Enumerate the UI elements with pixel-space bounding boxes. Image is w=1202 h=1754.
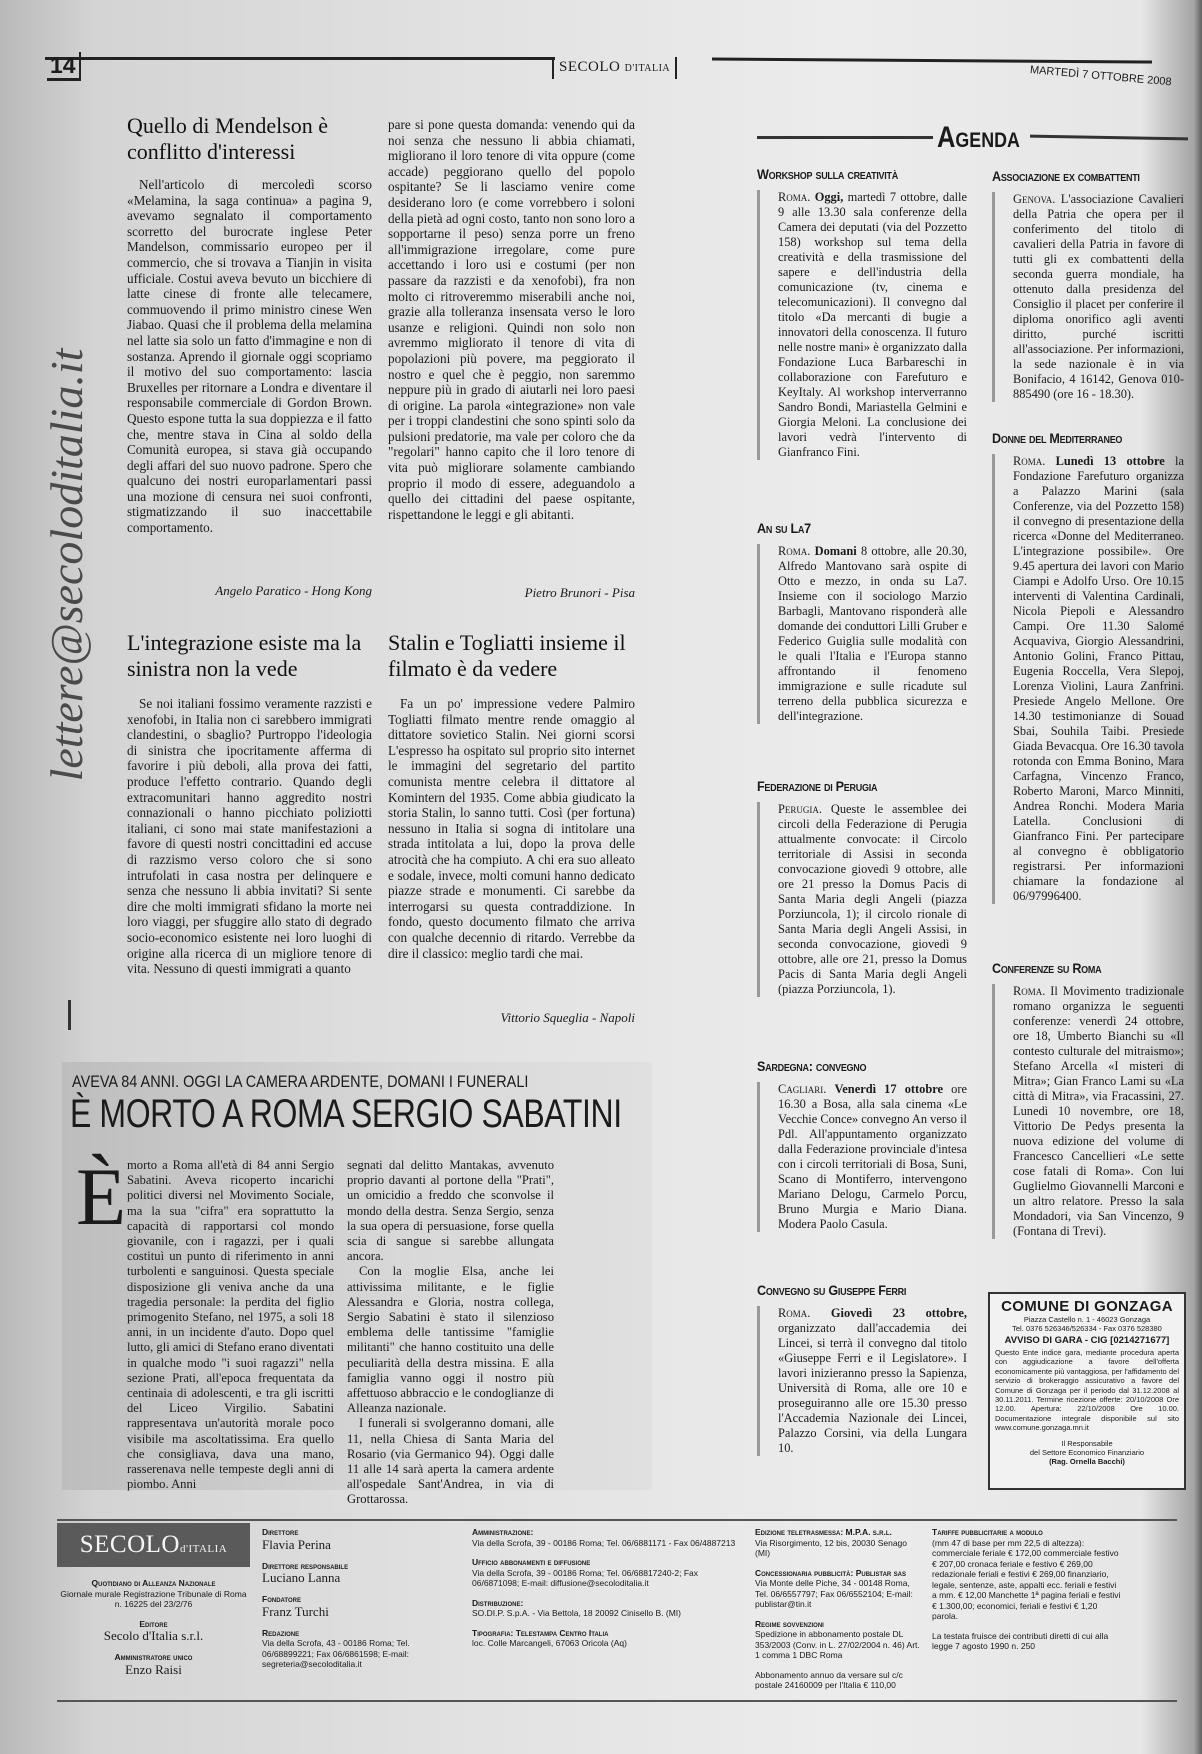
agenda-item-text: L'associazione Cavalieri della Patria che opera per il conferimento del titolo di cavalieri della Patria in favore di tutti gli ex combattenti della seconda guerra mondiale, ha ottenuto dalla presidenza del Consiglio il placet per conferire il diploma onorifico agli aventi diritto, purché iscritti all'associazione. Per informazioni, la sede nazionale è in via Bonifacio, 4 16142, Genova 010-885490 (ore 16 - 18.30). xyxy=(1013,192,1184,401)
footer-label: Amministrazione: xyxy=(472,1527,534,1537)
letter-title: Quello di Mendelson è conflitto d'interessi xyxy=(127,113,329,164)
agenda-item-title: Federazione di Perugia xyxy=(757,778,878,794)
agenda-item-title: Donne del Mediterraneo xyxy=(992,430,1123,446)
letter-paragraph: pare si pone questa domanda: venendo qui da noi senza che nessuno li abbia chiamati, migliorano il loro tenore di vita oppure (come accade) peggiorano quello del popolo ospitante? Se li lasciamo venire come desiderano loro (e come vorrebbero i soloni della pietà ad ogni costo, tanto non sono loro a sopportarne il peso) senza porre un freno all'immigrazione irregolare, come pure accettando i loro usi e costumi (per non passare da razzisti e da xenofobi), fra non molto ci ritroveremmo miserabili anche noi, grazie alla tolleranza insensata verso le loro usanze e religioni. Quindi non solo non avremmo migliorato il tenore di vita di popolazioni più povere, ma peggiorato il nostro e quel che è peggio, non saremmo neppure più in grado di aiutarli nei loro paesi di origine. La parola «integrazione» non vale per i troppi clandestini che sono spinti solo da pulsioni predatorie, ma vale per coloro che da "regolari" hanno capito che il loro tenore di vita può migliorare solamente cambiando proprio il modo di essere, adeguandolo a quello dei cittadini del paese ospitante, rispettandone le leggi e gli abitanti. xyxy=(388,117,635,522)
footer-label: Ufficio abbonamenti e diffusione xyxy=(472,1557,591,1567)
footer-rule-top xyxy=(57,1519,1177,1521)
agenda-item-title: Conferenze su Roma xyxy=(992,960,1102,976)
agenda-item xyxy=(757,778,967,997)
footer-col-3 xyxy=(472,1527,742,1649)
agenda-item-place: Roma. xyxy=(1013,454,1046,468)
ad-sign-1: Il Responsabile xyxy=(1061,1438,1113,1448)
letter-4 xyxy=(388,630,635,1026)
footer-value: Franz Turchi xyxy=(262,1603,329,1619)
obituary-box xyxy=(62,1062,652,1507)
agenda-item-body xyxy=(757,802,967,997)
agenda-item-body xyxy=(992,984,1184,1239)
agenda-item-place: Roma. xyxy=(778,1306,811,1320)
footer-label: Redazione xyxy=(262,1627,300,1638)
issue-date: MARTEDÌ 7 OTTOBRE 2008 xyxy=(1029,64,1173,89)
agenda-item-lead: Oggi, xyxy=(814,190,844,204)
agenda-item-lead: Lunedì 13 ottobre xyxy=(1055,454,1165,468)
footer-about: Quotidiano di Alleanza Nazionale xyxy=(91,1578,216,1588)
letter-title: L'integrazione esiste ma la sinistra non la vede xyxy=(127,630,362,681)
footer-label: Fondatore xyxy=(262,1594,301,1604)
header-rule-left xyxy=(45,57,555,60)
footer-label: Direttore xyxy=(262,1527,299,1537)
letter-paragraph: Fa un po' impressione vedere Palmiro Togliatti filmato mentre rende omaggio al dittatore sovietico Stalin. Nei giorni scorsi L'espresso ha ospitato sul proprio sito internet le immagini del segretario del partito comunista mentre celebra il dittatore al Komintern del 1935. Come abbia giudicato la storia Stalin, lo sanno tutti. Così (per fortuna) nessuno in Italia si sogna di intitolare una strada intitolata a lui, dopo la prova delle atrocità che ha compiuto. A chi era suo alleato e sodale, invece, molti comuni hanno dedicato piazze strade e monumenti. Ci sarebbe da interrogarsi su questa contraddizione. In fondo, questo documento filmato che arriva con qualche decennio di ritardo. Verrebbe da dire il classico: meglio tardi che mai. xyxy=(388,696,635,961)
footer-col-1 xyxy=(57,1578,250,1677)
footer-label: Regime sovvenzioni xyxy=(755,1618,824,1629)
agenda-rule-left xyxy=(757,136,933,139)
letter-body xyxy=(127,177,372,583)
footer-value: Via della Scrofa, 43 - 00186 Roma; Tel. 06/68899221; Fax 06/6861598; E-mail: segreteria@secoloditalia.it xyxy=(262,1638,410,1669)
footer-value: Spedizione in abbonamento postale DL 353/2003 (Conv. in L. 27/02/2004 n. 46) Art. 1 comma 1 DBC Roma xyxy=(755,1629,920,1660)
agenda-item-body xyxy=(992,454,1184,904)
letter-1 xyxy=(127,113,372,599)
agenda-item-text: la Fondazione Farefuturo organizza a Palazzo Marini (sala Conferenze, via del Pozzetto 158) il convegno di presentazione della ricerca «Donne del Mediterraneo. L'integrazione possibile». Ore 9.45 apertura dei lavori con Mario Ciampi e Adolfo Urso. Ore 10.15 interventi di Valentina Cardinali, Nicola Piepoli e Alessandro Campi. Ore 11.30 Salomé Acquaviva, Giorgio Alessandrini, Antonio Golini, Franco Pittau, Eugenia Roccella, Vera Slepoj, Lorenza Violini, Laura Zanfrini. Presiede Angelo Mellone. Ore 14.30 testimonianze di Souad Sbai, Souhila Taibi. Presiede Giada Bevacqua. Ore 16.30 tavola rotonda con Emma Bonino, Mara Carfagna, Vincenzo Franco, Roberto Maroni, Marco Minniti, Andrea Ronchi. Modera Maria Latella. Conclusioni di Gianfranco Fini. Per partecipare al convegno è obbligatorio registrarsi. Per informazioni chiamare la fondazione al 06/97996400. xyxy=(1013,454,1184,903)
masthead-name: SECOLO xyxy=(559,59,621,75)
agenda-title-text: Agenda xyxy=(937,121,1020,154)
letter-body xyxy=(127,696,372,1026)
letter-body xyxy=(388,696,635,1010)
footer-value: La testata fruisce dei contributi diretti di cui alla legge 7 agosto 1990 n. 250 xyxy=(932,1630,1109,1651)
footer-value: loc. Colle Marcangeli, 67063 Oricola (Aq) xyxy=(472,1638,627,1648)
letter-paragraph: Nell'articolo di mercoledì scorso «Melamina, la saga continua» a pagina 9, avevamo segnalato il comportamento scorretto del burocrate inglese Peter Mandelson, commissario europeo per il commercio, che si trovava a Tianjin in visita ufficiale. Costui aveva bevuto un bicchiere di latte cinese di fronte alle telecamere, commuovendo il primo ministro cinese Wen Jiabao. Quasi che il problema della melamina nel latte sia solo un fatto d'immagine e non di sostanza. Aprendo il giornale oggi scopriamo il motivo del suo comportamento: lascia Bruxelles per ritornare a Londra e diventare il responsabile commerciale di Gordon Brown. Questo espone tutta la sua doppiezza e il fatto che, mentre stava in Cina al soldo della Comunità europea, si stava già occupando degli affari del suo nuovo padrone. Spero che qualcuno dei nostri europarlamentari passi una mozione di censura nei suoi confronti, stigmatizzando il suo inaccettabile comportamento. xyxy=(127,177,372,536)
footer-value: SO.DI.P. S.p.A. - Via Bettola, 18 20092 Cinisello B. (MI) xyxy=(472,1608,681,1618)
footer-rule-bottom xyxy=(57,1700,1177,1702)
agenda-item-title: Workshop sulla creatività xyxy=(757,166,898,182)
footer-label: Amministratore unico xyxy=(114,1652,193,1662)
agenda-item xyxy=(992,960,1184,1239)
header-rule-right xyxy=(712,57,1152,63)
footer-label: Concessionaria pubblicità: Publistar sas xyxy=(755,1567,906,1578)
gonzaga-ad xyxy=(988,1292,1186,1490)
agenda-item xyxy=(757,520,967,724)
letter-signature: Pietro Brunori - Pisa xyxy=(524,585,635,600)
agenda-item-place: Roma. xyxy=(1013,984,1046,998)
logo-small: d'ITALIA xyxy=(179,1543,228,1555)
footer-value: Secolo d'Italia s.r.l. xyxy=(103,1628,204,1643)
agenda-item xyxy=(757,1282,967,1456)
footer-label: Direttore responsabile xyxy=(262,1560,349,1571)
agenda-item-place: Roma. xyxy=(778,190,811,204)
agenda-item xyxy=(992,430,1184,904)
agenda-item-place: Roma. xyxy=(778,544,811,558)
footer-label: Tariffe pubblicitarie a modulo xyxy=(932,1527,1043,1537)
masthead-small: D'ITALIA xyxy=(624,63,671,74)
letter-body xyxy=(388,117,635,585)
obituary-kicker: AVEVA 84 ANNI. OGGI LA CAMERA ARDENTE, DOMANI I FUNERALI xyxy=(72,1072,529,1091)
agenda-item-lead: Domani xyxy=(814,544,857,558)
agenda-item-text: martedì 7 ottobre, dalle 9 alle 13.30 sala conferenze della Camera dei deputati (via del Pozzetto 158) workshop sul tema della creatività e della trasmissione del sapere e dell'industria della comunicazione (tv, cinema e telecomunicazioni). Il convegno dal titolo «Da mercanti di bugie a innovatori della conoscenza. Il futuro nelle nostre mani» è organizzato dalla Fondazione Luca Barbareschi in collaborazione con Farefuturo e KeyItaly. Al workshop interverranno Sandro Bondi, Mariastella Gelmini e Giorgia Meloni. La conclusione dei lavori vedrà l'intervento di Gianfranco Fini. xyxy=(778,190,967,459)
obituary-paragraph: Con la moglie Elsa, anche lei attivissima militante, e le figlie Alessandra e Gloria, nostra collega, Sergio Sabatini è stato il silenzioso emblema delle tantissime "famiglie militanti" che hanno costituito una delle peculiarità della destra missina. E alla famiglia vanno oggi il nostro più affettuoso abbraccio e le condoglianze di Alleanza nazionale. xyxy=(347,1264,554,1416)
agenda-item-title: Convegno su Giuseppe Ferri xyxy=(757,1282,907,1298)
agenda-title xyxy=(937,121,1020,155)
ad-address: Piazza Castello n. 1 - 46023 Gonzaga xyxy=(1023,1315,1151,1324)
letter-title: Stalin e Togliatti insieme il filmato è da vedere xyxy=(388,630,626,681)
letter-2 xyxy=(388,117,635,601)
footer-logo xyxy=(57,1523,250,1567)
letter-signature: Vittorio Squeglia - Napoli xyxy=(500,1010,635,1025)
letters-email-label: lettere@secoloditalia.it xyxy=(41,348,92,782)
ad-name: COMUNE DI GONZAGA xyxy=(1001,1298,1173,1315)
footer-value: Via Risorgimento, 12 bis, 20030 Senago (MI) xyxy=(755,1537,907,1558)
agenda-item-text: ore 16.30 a Bosa, alla sala cinema «Le Vecchie Conce» convegno An verso il Pdl. All'appuntamento organizzato dalla Federazione provinciale d'intesa con i circoli territoriali di Bosa, Suni, Scano di Montiferro, intervengono Mariano Delogu, Carmelo Porcu, Bruno Murgia e Mario Diana. Modera Paolo Casula. xyxy=(778,1082,967,1231)
footer-col-5 xyxy=(932,1527,1122,1652)
agenda-item-body xyxy=(757,544,967,724)
ad-text: Questo Ente indice gara, mediante procedura aperta con aggiudicazione a favore dell'offerta economicamente più vantaggiosa, per l'affidamento del servizio di brokeraggio assicurativo a favore del Comune di Gonzaga per il periodo dal 31.12.2008 al 30.11.2011. Termine ricezione offerte: 20/10/2008 Ore 12.00. Apertura: 22/10/2008 Ore 10.00. Documentazione integrale disponibile sul sito www.comune.gonzaga.mn.it xyxy=(995,1348,1179,1433)
agenda-item-lead: Venerdì 17 ottobre xyxy=(834,1082,944,1096)
obituary-paragraph: I funerali si svolgeranno domani, alle 11, nella Chiesa di Santa Maria del Rosario (via Germanico 94). Oggi dalle 11 alle 14 sarà aperta la camera ardente all'ospedale Sant'Andrea, in via di Grottarossa. xyxy=(347,1416,554,1507)
footer-value: Enzo Raisi xyxy=(125,1661,182,1677)
agenda-item-text: Queste le assemblee dei circoli della Federazione di Perugia attualmente convocate: il Circolo territoriale di Assisi in seconda convocazione giovedì 9 ottobre, alle ore 21 presso la Domus Pacis di Santa Maria degli Angeli (piazza Porziuncola, 1); il circolo rionale di Santa Maria degli Angeli Assisi, in seconda convocazione, giovedì 9 ottobre, alle ore 21, presso la Domus Pacis di Santa Maria degli Angeli (piazza Porziuncola, 1). xyxy=(778,802,967,996)
agenda-item-text: Il Movimento tradizionale romano organizza le seguenti conferenze: venerdì 24 ottobre, ore 18, Umberto Bianchi su «Il contesto culturale del mitraismo»; Stefano Arcella «I misteri di Mitra»; Gian Franco Lami su «La città di Mitra», via Fracassini, 27. Lunedì 10 novembre, ore 18, Vittorio De Pedys presenta la nuova edizione del volume di Francesco Cancellieri «Le sette cose fatali di Roma». Con lui Guglielmo Giovannelli Marconi e un altro relatore. Presso la sala Mondadori, via San Vincenzo, 9 (Fontana di Trevi). xyxy=(1013,984,1184,1238)
footer-col-4 xyxy=(755,1527,920,1691)
obituary-column-1 xyxy=(127,1158,334,1492)
letter-paragraph: Se noi italiani fossimo veramente razzisti e xenofobi, in Italia non ci sarebbero immigrati clandestini, o sbaglio? Purtroppo l'ideologia di sinistra che ipocritamente afferma di favorire i più deboli, alla prova dei fatti, produce l'effetto contrario. Quando degli extracomunitari hanno aggredito nostri connazionali o hanno picchiato poliziotti italiani, ci sono mai state manifestazioni a favore di questi nostri concittadini ed accuse di razzismo verso coloro che si sono intrufolati in casa nostra per delinquere e senza che nessuno li abbia invitati? Si sente dire che molti immigrati sfidano la morte nei loro viaggi, per sfuggire allo stato di degrado socio-economico esistente nei loro luoghi di origine alla ricerca di un migliore tenore di vita. Nessuno di questi immigrati a quanto xyxy=(127,696,372,977)
agenda-item xyxy=(992,168,1184,402)
agenda-item-place: Cagliari. xyxy=(778,1082,827,1096)
footer-value: Via della Scrofa, 39 - 00186 Roma; Tel. 06/68817240-2; Fax 06/6871098; E-mail: diffusione@secoloditalia.it xyxy=(472,1567,699,1588)
obituary-title: È MORTO A ROMA SERGIO SABATINI xyxy=(70,1092,622,1136)
agenda-item-text: organizzato dall'accademia dei Lincei, si terrà il convegno dal titolo «Giuseppe Ferri e il Legislatore». I lavori inizieranno presso la Sapienza, Università di Roma, alle ore 10 e proseguiranno alle ore 15.30 presso l'Accademia Nazionale dei Lincei, Palazzo Corsini, via della Lungara 10. xyxy=(778,1321,967,1455)
footer-value: Luciano Lanna xyxy=(262,1570,341,1585)
footer-value: Flavia Perina xyxy=(262,1536,331,1552)
agenda-item-title: Sardegna: convegno xyxy=(757,1058,867,1074)
footer-label: Tipografia: Telestampa Centro Italia xyxy=(472,1627,609,1638)
footer-col-2 xyxy=(262,1527,462,1670)
ad-sign-3: (Rag. Ornella Bacchi) xyxy=(1049,1456,1125,1466)
agenda-item-place: Perugia. xyxy=(778,802,822,816)
ad-sign-2: del Settore Economico Finanziario xyxy=(1029,1447,1145,1457)
agenda-rule-right xyxy=(1030,135,1188,141)
footer-registration: Giornale murale Registrazione Tribunale di Roma n. 16225 del 23/2/76 xyxy=(60,1588,247,1609)
masthead xyxy=(552,57,677,79)
footer-label: Edizione teletrasmessa: M.P.A. s.r.l. xyxy=(755,1527,892,1537)
page-curl-shadow xyxy=(1194,0,1202,1754)
footer-value: Abbonamento annuo da versare sul c/c postale 24160009 per l'Italia € 110,00 xyxy=(755,1669,903,1690)
letter-signature: Angelo Paratico - Hong Kong xyxy=(215,583,372,598)
footer-value: Via della Scrofa, 39 - 00186 Roma; Tel. 06/6881171 - Fax 06/4887213 xyxy=(472,1537,736,1548)
agenda-item-body xyxy=(992,192,1184,402)
agenda-item-title: An su La7 xyxy=(757,520,811,536)
ad-phone: Tel. 0376 526346/526334 - Fax 0376 528380 xyxy=(1012,1324,1162,1333)
footer-value: Via Monte delle Piche, 34 - 00148 Roma, Tel. 06/6557797; Fax 06/6552104; E-mail: publistar@tin.it xyxy=(755,1578,913,1609)
footer-label: Distribuzione: xyxy=(472,1597,524,1608)
obituary-paragraph: morto a Roma all'età di 84 anni Sergio Sabatini. Aveva ricoperto incarichi politici diversi nel Movimento Sociale, ma la sua "cifra" era soprattutto la capacità di rapportarsi col mondo giovanile, con i ragazzi, per i quali costituì un punto di riferimento in anni turbolenti e sanguinosi. Questa speciale disposizione gli veniva anche da una tragedia personale: la perdita del figlio primogenito Stefano, nel 1975, a soli 18 anni, in un incidente d'auto. Dopo quel lutto, gli amici di Stefano erano diventati in qualche modo "i suoi ragazzi" nella sezione Prati, all'epoca frequentata da centinaia di adolescenti, e tra gli iscritti del Liceo Virgilio. Sabatini rappresentava un'autorità morale poco visibile ma ascoltatissima. Era quello che consigliava, dava una mano, rasserenava nelle tempeste degli anni di piombo. Anni xyxy=(127,1158,334,1492)
agenda-item-title: Associazione ex combattenti xyxy=(992,168,1140,184)
obituary-dropcap: È xyxy=(76,1151,127,1242)
letter-3 xyxy=(127,630,372,1026)
agenda-item-place: Genova. xyxy=(1013,192,1056,206)
agenda-item-body xyxy=(757,190,967,460)
agenda-item xyxy=(757,1058,967,1232)
logo-text: SECOLO xyxy=(79,1531,180,1558)
agenda-item-body xyxy=(757,1082,967,1232)
agenda-item-lead: Giovedì 23 ottobre, xyxy=(830,1306,967,1320)
agenda-item xyxy=(757,166,967,460)
footer-label: Editore xyxy=(139,1618,168,1629)
agenda-item-body xyxy=(757,1306,967,1456)
side-divider xyxy=(68,1000,71,1030)
page-number: 14 xyxy=(47,52,81,81)
agenda-item-text: 8 ottobre, alle 20.30, Alfredo Mantovano sarà ospite di Otto e mezzo, in onda su La7. Insieme con il sociologo Marzio Barbagli, Mantovano risponderà alle domande dei conduttori Lilli Gruber e Federico Guiglia sulle modalità con le quali l'Italia e l'Europa stanno affrontando il fenomeno immigrazione e sulle ricadute sul terreno della pubblica sicurezza e dell'integrazione. xyxy=(778,544,967,723)
footer-value: (mm 47 di base per mm 22,5 di altezza): commerciale feriale € 172,00 commerciale festivo € 207,00 cronaca feriale e festivo € 269,00 redazionale feriali e festivi € 269,00 finanziario, legale, sentenze, aste, appalti ecc. feriali e festivi a mm. € 12,00 Manchette 1ª pagina feriali e festivi € 1.300,00; economici, feriali e festivi € 1,20 parola. xyxy=(932,1537,1121,1621)
ad-notice: AVVISO DI GARA - CIG [0214271677] xyxy=(1004,1335,1170,1346)
obituary-column-2 xyxy=(347,1158,554,1507)
obituary-paragraph: segnati dal delitto Mantakas, avvenuto proprio davanti al portone della "Prati", un omicidio a freddo che sconvolse il mondo della destra. Senza Sergio, senza la sua opera di persuasione, forse quella scia di sangue si sarebbe allungata ancora. xyxy=(347,1158,554,1264)
